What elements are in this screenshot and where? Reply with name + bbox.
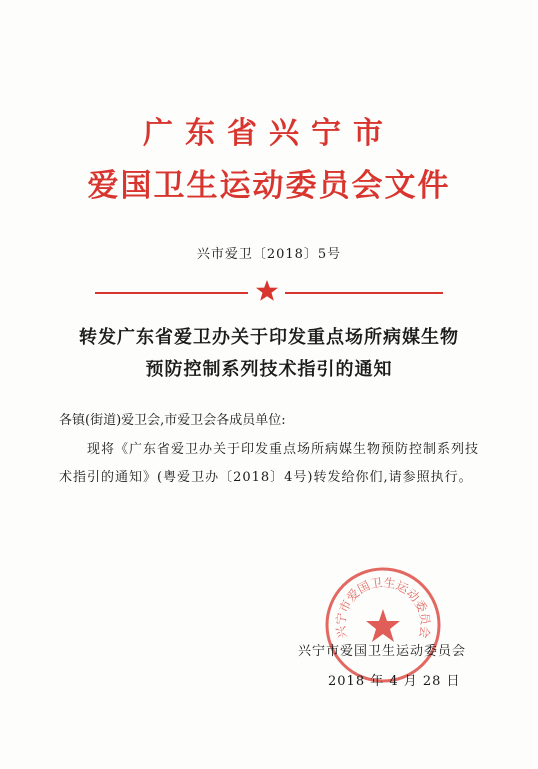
issue-date: 2018 年 4 月 28 日 [328,674,461,689]
signature: 兴宁市爱国卫生运动委员会 [298,644,467,659]
star-icon [255,279,279,303]
official-seal-icon [323,565,443,685]
notice-title-line2: 预防控制系列技术指引的通知 [145,359,393,380]
addressee: 各镇(街道)爱卫会,市爱卫会各成员单位: [59,413,286,428]
issuer-header-line1: 广东省兴宁市 [143,116,395,151]
issuer-header-line2: 爱国卫生运动委员会文件 [87,168,451,204]
divider-line-right [285,292,443,294]
notice-title-line1: 转发广东省爱卫办关于印发重点场所病媒生物 [79,327,459,348]
svg-text:兴宁市爱国卫生运动委员会: 兴宁市爱国卫生运动委员会 [333,575,433,640]
red-divider [95,283,443,303]
body-paragraph: 现将《广东省爱卫办关于印发重点场所病媒生物预防控制系列技术指引的通知》(粤爱卫办〔2018〕4号)转发给你们,请参照执行。 [59,442,480,485]
document-number: 兴市爱卫〔2018〕5号 [196,247,342,262]
divider-line-left [95,292,248,294]
